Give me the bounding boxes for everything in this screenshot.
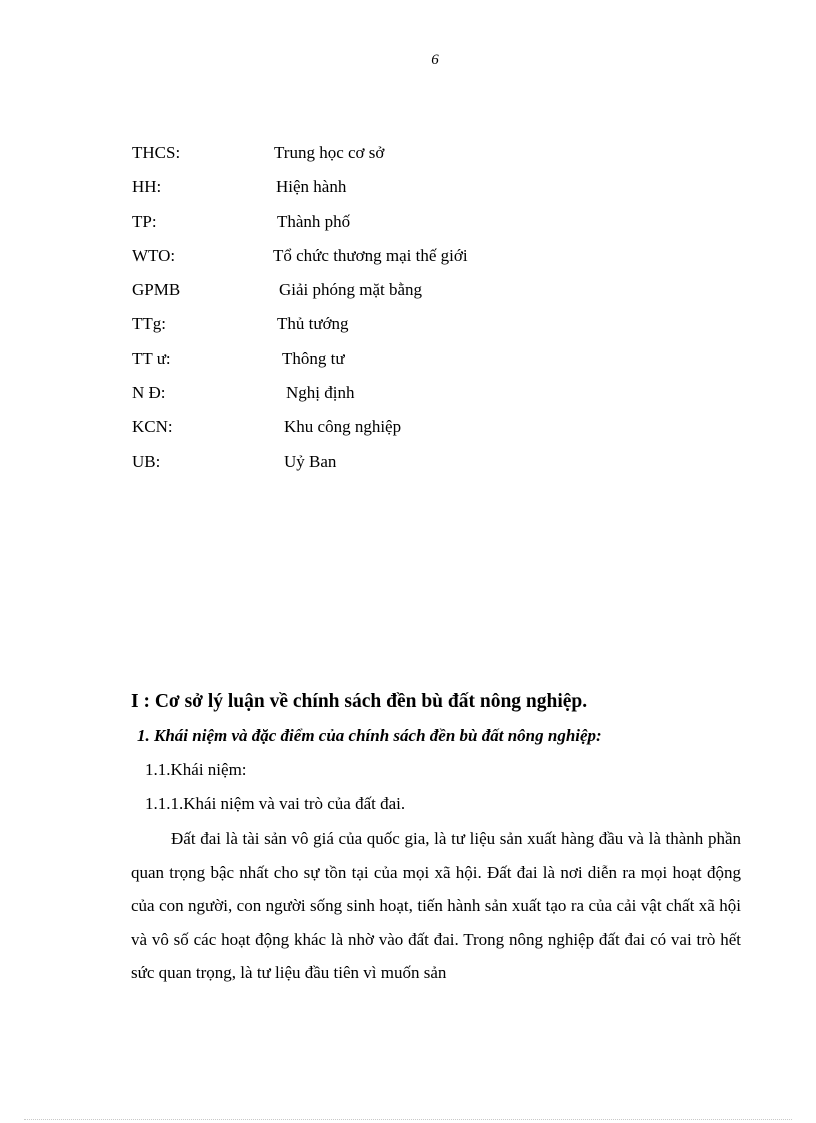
abbreviation-meaning: Trung học cơ sở	[274, 143, 385, 162]
abbreviation-meaning: Hiện hành	[276, 177, 347, 197]
abbreviation-code: TT ư:	[132, 348, 171, 368]
section-heading: I : Cơ sở lý luận về chính sách đền bù đất nông nghiệp.	[131, 691, 588, 712]
abbreviation-code: KCN:	[132, 417, 173, 437]
abbreviation-meaning: Khu công nghiệp	[284, 417, 402, 437]
subsection-heading: 1. Khái niệm và đặc điểm của chính sách đền bù đất nông nghiệp:	[137, 726, 602, 745]
abbreviation-meaning: Giải phóng mặt bằng	[279, 280, 423, 300]
abbreviation-code: THCS:	[132, 143, 181, 162]
subsection-item: 1.1.1.Khái niệm và vai trò của đất đai.	[145, 794, 406, 813]
abbreviation-meaning: Nghị định	[286, 383, 355, 403]
page-bottom-divider	[24, 1119, 792, 1120]
abbreviation-code: TTg:	[132, 314, 166, 334]
body-paragraph: Đất đai là tài sản vô giá của quốc gia, là tư liệu sản xuất hàng đầu và là thành phần quan trọng bậc nhất cho sự tồn tại của mọi xã hội. Đất đai là nơi diễn ra mọi hoạt động của con người, con người sống sinh hoạt, tiến hành sản xuất tạo ra của cải vật chất xã hội và vô số các hoạt động khác là nhờ vào đất đai. Trong nông nghiệp đất đai có vai trò hết sức quan trọng, là tư liệu đầu tiên vì muốn sản	[131, 829, 741, 982]
subsection-item: 1.1.Khái niệm:	[145, 760, 247, 779]
abbreviation-meaning: Uỷ Ban	[284, 451, 337, 471]
abbreviation-code: N Đ:	[132, 383, 166, 403]
abbreviation-code: HH:	[132, 177, 162, 197]
section-content	[131, 686, 741, 990]
abbreviation-code: TP:	[132, 211, 157, 231]
abbreviation-code: WTO:	[132, 245, 176, 265]
abbreviation-code: UB:	[132, 451, 161, 471]
abbreviation-meaning: Thành phố	[277, 211, 351, 231]
abbreviation-meaning: Tổ chức thương mại thế giới	[273, 245, 468, 265]
page-number: 6	[431, 52, 439, 68]
abbreviation-code: GPMB	[132, 280, 181, 300]
abbreviation-meaning: Thông tư	[282, 348, 345, 368]
abbreviation-meaning: Thủ tướng	[277, 314, 349, 334]
